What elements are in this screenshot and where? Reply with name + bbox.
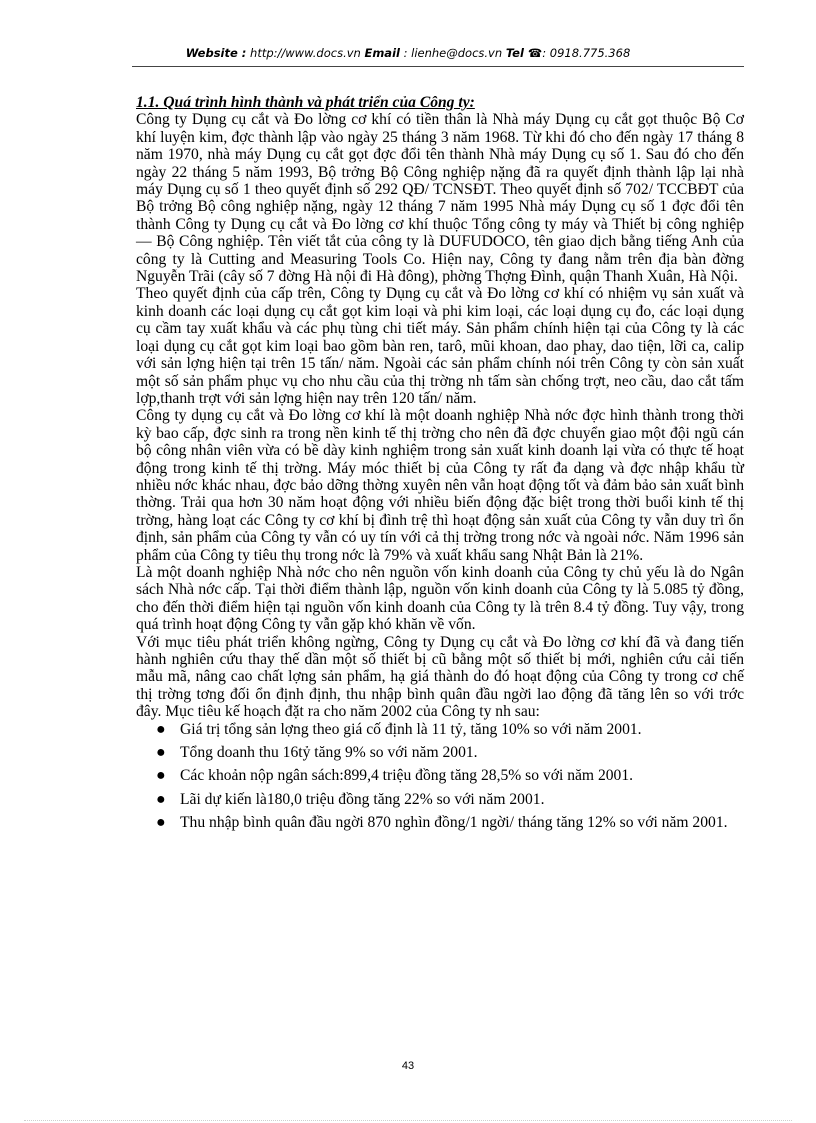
website-value: http://www.docs.vn [246,46,365,60]
document-body [136,94,744,838]
header-divider [132,66,744,67]
paragraph: Theo quyết định của cấp trên, Công ty Dụng cụ cắt và Đo lờng cơ khí có nhiệm vụ sản xuất và kinh doanh các loại dụng cụ cắt gọt kim loại và phi kim loại, các loại dụng cụ đo, các loại dụng cụ cầm tay xuất khẩu và các phụ tùng chi tiết máy. Sản phẩm chính hiện tại của Công ty là các loại dụng cụ cắt gọt kim loại bao gồm bàn ren, tarô, mũi khoan, dao phay, dao tiện, lỡi ca, calip với sản lợng hiện tại trên 15 tấn/ năm. Ngoài các sản phẩm chính nói trên Công ty còn sản xuất một số sản phẩm phục vụ cho nhu cầu của thị trờng nh tấm sàn chống trợt, neo cầu, dao cắt tấm lợp,thanh trợt với sản lợng hiện nay trên 120 tấn/ năm. [136,285,744,407]
list-item [156,814,744,832]
email-value: : lienhe@docs.vn [399,46,506,60]
bullet-icon: ● [156,720,166,738]
tel-label: Tel ☎ [505,46,543,60]
list-item-text: Lãi dự kiến là180,0 triệu đồng tăng 22% so với năm 2001. [180,790,545,808]
paragraph: Với mục tiêu phát triển không ngừng, Công ty Dụng cụ cắt và Đo lờng cơ khí đã và đang tiến hành nghiên cứu thay thế dần một số thiết bị cũ bằng một số thiết bị mới, nghiên cứu cải tiến mẫu mã, nâng cao chất lợng sản phẩm, hạ giá thành do đó hoạt động của Công ty trong cơ chế thị trờng tơng đối ổn định định, thu nhập bình quân đầu ngời lao động đã tăng lên so với trớc đây. Mục tiêu kế hoạch đặt ra cho năm 2002 của Công ty nh sau: [136,633,744,721]
list-item-text: Giá trị tổng sản lợng theo giá cố định là 11 tỷ, tăng 10% so với năm 2001. [180,720,642,738]
list-item [156,767,744,785]
list-item [156,790,744,808]
tel-value: : 0918.775.368 [542,46,631,60]
list-item-text: Các khoản nộp ngân sách:899,4 triệu đồng tăng 28,5% so với năm 2001. [180,767,634,785]
paragraph: Công ty Dụng cụ cắt và Đo lờng cơ khí có tiền thân là Nhà máy Dụng cụ cắt gọt thuộc Bộ Cơ khí luyện kim, đợc thành lập vào ngày 25 tháng 3 năm 1968. Từ khi đó cho đến ngày 17 tháng 8 năm 1970, nhà máy Dụng cụ cắt gọt đợc đổi tên thành Nhà máy Dụng cụ số 1. Sau đó cho đến ngày 22 tháng 5 năm 1993, Bộ trởng Bộ Công nghiệp nặng đã ra quyết định thành lập lại nhà máy Dụng cụ số 1 theo quyết định số 292 QĐ/ TCNSĐT. Theo quyết định số 702/ TCCBĐT của Bộ trởng Bộ công nghiệp nặng, ngày 12 tháng 7 năm 1995 Nhà máy Dụng cụ số 1 đợc đổi tên thành Công ty Dụng cụ cắt và Đo lờng cơ khí thuộc Tổng công ty máy và Thiết bị công nghiệp — Bộ Công nghiệp. Tên viết tắt của công ty là DUFUDOCO, tên giao dịch bằng tiếng Anh của công ty là Cutting and Measuring Tools Co. Hiện nay, Công ty đang nằm trên địa bàn đờng Nguyễn Trãi (cây số 7 đờng Hà nội đi Hà đông), phờng Thợng Đình, quận Thanh Xuân, Hà Nội. [136,111,744,286]
email-label: Email [364,46,400,60]
website-label: Website : [185,46,247,60]
section-heading: 1.1. Quá trình hình thành và phát triển của Công ty: [136,94,475,111]
target-list [136,721,744,832]
list-item [156,720,744,738]
bullet-icon: ● [156,767,166,785]
list-item-text: Tổng doanh thu 16tỷ tăng 9% so với năm 2001. [180,744,478,762]
bullet-icon: ● [156,744,166,762]
paragraph: Là một doanh nghiệp Nhà nớc cho nên nguồn vốn kinh doanh của Công ty chủ yếu là do Ngân sách Nhà nớc cấp. Tại thời điểm thành lập, nguồn vốn kinh doanh của Công ty là 5.085 tỷ đồng, cho đến thời điểm hiện tại nguồn vốn kinh doanh của Công ty là trên 8.4 tỷ đồng. Tuy vậy, trong quá trình hoạt động Công ty vẫn gặp khó khăn về vốn. [136,563,744,634]
list-item [156,744,744,762]
bullet-icon: ● [156,814,166,832]
paragraph: Công ty dụng cụ cắt và Đo lờng cơ khí là một doanh nghiệp Nhà nớc đợc hình thành trong thời kỳ bao cấp, đợc sinh ra trong nền kinh tế thị trờng cho nên đã đợc chuyển giao một đội ngũ cán bộ công nhân viên vừa có bề dày kinh nghiệm trong sản xuất kinh doanh lại vừa có thực tế hoạt động trong kinh tế thị trờng. Máy móc thiết bị của Công ty rất đa dạng và đợc nhập khẩu từ nhiều nớc khác nhau, đợc bảo dỡng thờng xuyên nên vẫn hoạt động tốt và đảm bảo sản xuất bình thờng. Trải qua hơn 30 năm hoạt động với nhiều biến động đặc biệt trong thời buổi kinh tế thị trờng, hàng loạt các Công ty cơ khí bị đình trệ thì hoạt động sản xuất của Công ty vẫn duy trì ổn định, sản phẩm của Công ty vẫn có uy tín với cả thị trờng trong nớc và ngoài nớc. Năm 1996 sản phẩm của Công ty tiêu thụ trong nớc là 79% và xuất khẩu sang Nhật Bản là 21%. [136,407,744,564]
bullet-icon: ● [156,790,166,808]
footer-divider [24,1120,792,1121]
page-header [0,46,816,60]
page-number: 43 [401,1060,415,1072]
list-item-text: Thu nhập bình quân đầu ngời 870 nghìn đồng/1 ngời/ tháng tăng 12% so với năm 2001. [180,814,728,832]
